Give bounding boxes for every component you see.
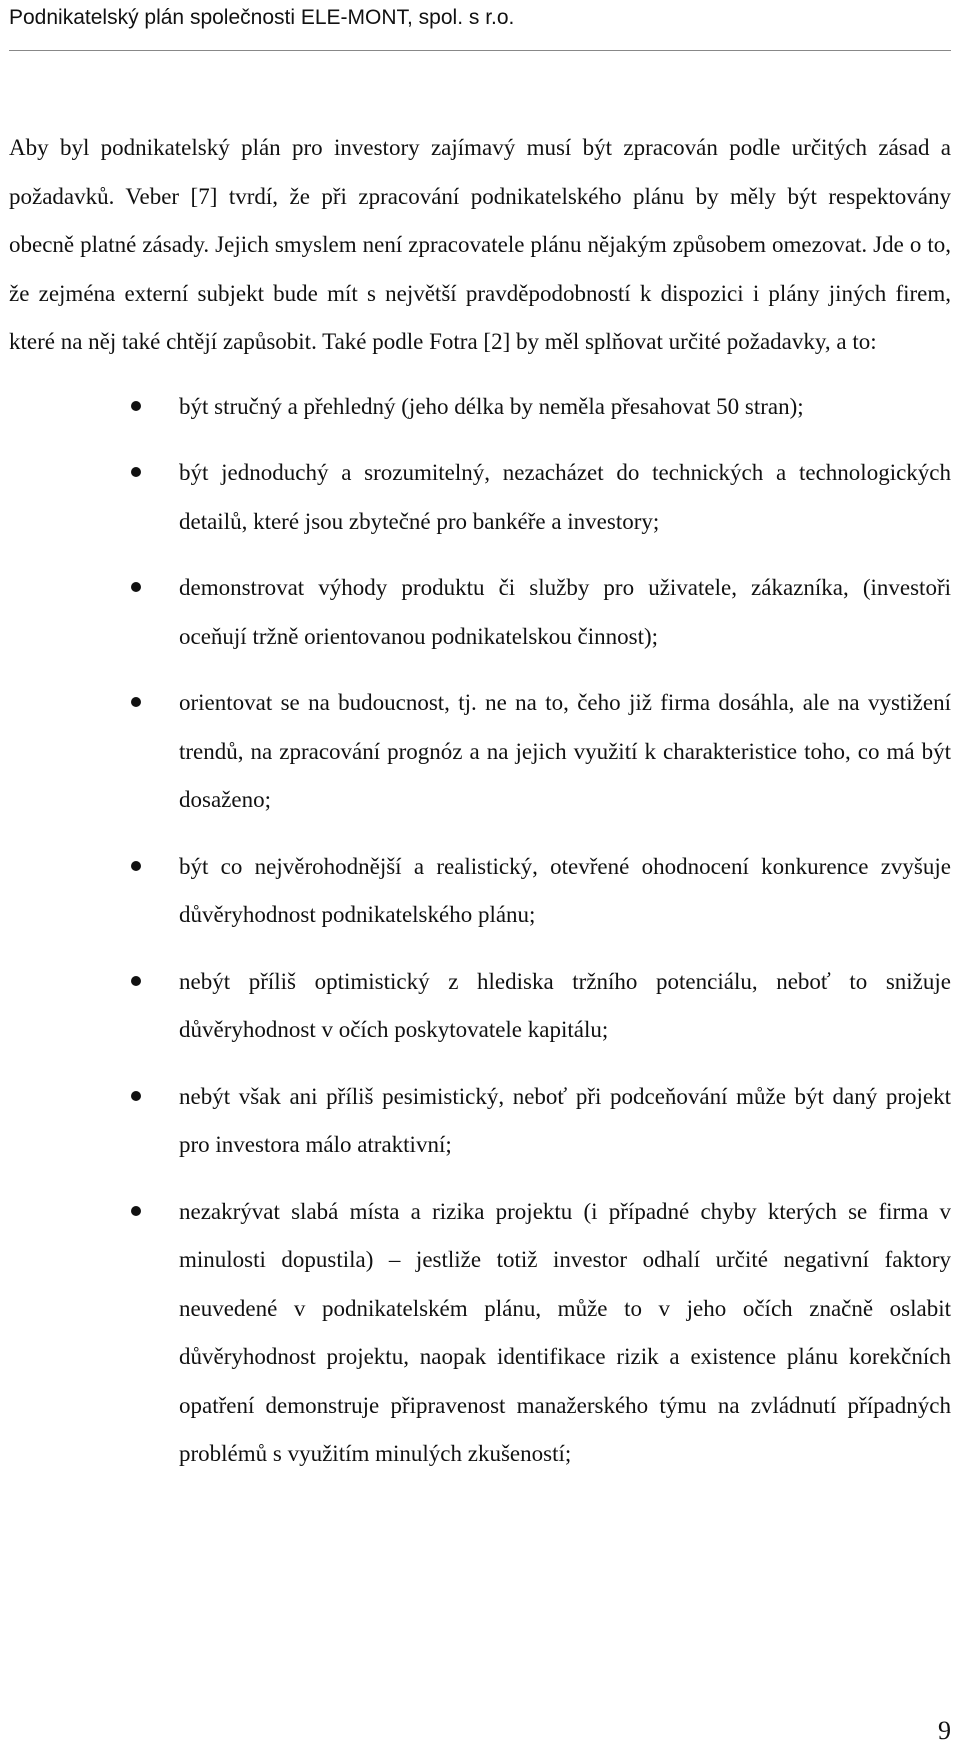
list-item bbox=[9, 449, 951, 546]
list-item bbox=[9, 1073, 951, 1170]
bullet-icon bbox=[131, 582, 141, 592]
bullet-icon bbox=[131, 401, 141, 411]
intro-paragraph: Aby byl podnikatelský plán pro investory zajímavý musí být zpracován podle určitých zásad a požadavků. Veber [7] tvrdí, že při zpracování podnikatelského plánu by měly být respektovány obecně platné zásady. Jejich smyslem není zpracovatele plánu nějakým způsobem omezovat. Jde o to, že zejména externí subjekt bude mít s největší pravděpodobností k dispozici i plány jiných firem, které na něj také chtějí zapůsobit. Také podle Fotra [2] by měl splňovat určité požadavky, a to: bbox=[9, 135, 951, 354]
list-item-text: být jednoduchý a srozumitelný, nezacházet do technických a technologických detailů, které jsou zbytečné pro bankéře a investory; bbox=[179, 460, 951, 534]
header-divider bbox=[9, 50, 951, 51]
bullet-icon bbox=[131, 1091, 141, 1101]
list-item-text: nebýt však ani příliš pesimistický, neboť při podceňování může být daný projekt pro investora málo atraktivní; bbox=[179, 1083, 951, 1157]
list-item bbox=[9, 679, 951, 825]
list-item bbox=[9, 958, 951, 1055]
list-item-text: nezakrývat slabá místa a rizika projektu (i případné chyby kterých se firma v minulosti dopustila) – jestliže totiž investor odhalí určité negativní faktory neuvedené v podnikatelském plánu, může to v jeho očích značně oslabit důvěryhodnost projektu, naopak identifikace rizik a existence plánu korekčních opatření demonstruje připravenost manažerského týmu na zvládnutí případných problémů s využitím minulých zkušeností; bbox=[179, 1198, 951, 1466]
list-item-text: demonstrovat výhody produktu či služby pro uživatele, zákazníka, (investoři oceňují tržně orientovanou podnikatelskou činnost); bbox=[179, 575, 951, 649]
bullet-icon bbox=[131, 976, 141, 986]
bullet-icon bbox=[131, 467, 141, 477]
list-item bbox=[9, 843, 951, 940]
page-number: 9 bbox=[938, 1716, 951, 1745]
bullet-icon bbox=[131, 697, 141, 707]
bullet-icon bbox=[131, 1206, 141, 1216]
list-item-text: být co nejvěrohodnější a realistický, otevřené ohodnocení konkurence zvyšuje důvěryhodnost podnikatelského plánu; bbox=[179, 853, 951, 927]
list-item bbox=[9, 1188, 951, 1479]
page-header: Podnikatelský plán společnosti ELE-MONT, spol. s r.o. bbox=[9, 6, 515, 29]
requirements-list bbox=[9, 383, 951, 1479]
list-item bbox=[9, 564, 951, 661]
list-item-text: orientovat se na budoucnost, tj. ne na to, čeho již firma dosáhla, ale na vystižení trendů, na zpracování prognóz a na jejich využití k charakteristice toho, co má být dosaženo; bbox=[179, 690, 951, 812]
list-item bbox=[9, 383, 951, 432]
document-body bbox=[9, 124, 951, 1497]
bullet-icon bbox=[131, 861, 141, 871]
list-item-text: nebýt příliš optimistický z hlediska tržního potenciálu, neboť to snižuje důvěryhodnost v očích poskytovatele kapitálu; bbox=[179, 968, 951, 1042]
list-item-text: být stručný a přehledný (jeho délka by neměla přesahovat 50 stran); bbox=[179, 393, 804, 419]
